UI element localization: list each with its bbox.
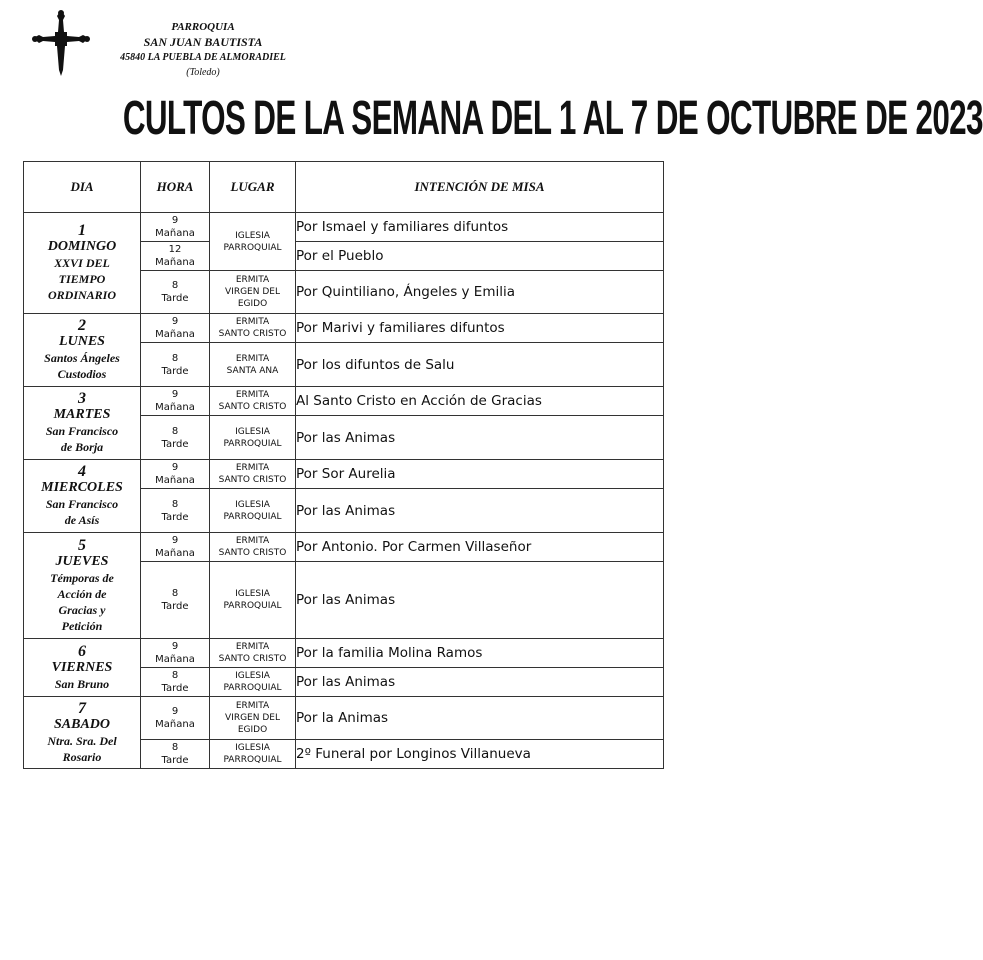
place-cell xyxy=(210,416,296,460)
mass-hour: 9 xyxy=(171,706,179,717)
mass-hour: 9 xyxy=(171,535,179,546)
place-line: EGIDO xyxy=(237,299,268,309)
santiago-cross-icon xyxy=(30,8,92,78)
place-line: ERMITA xyxy=(235,642,270,652)
mass-hour: 9 xyxy=(171,389,179,400)
place-cell xyxy=(210,213,296,271)
hour-cell xyxy=(141,489,210,533)
place-line: ERMITA xyxy=(235,701,270,711)
day-feast: Santos Ángeles xyxy=(44,351,120,365)
mass-hour: 9 xyxy=(171,641,179,652)
place-line: SANTO CRISTO xyxy=(218,402,287,412)
day-feast: Petición xyxy=(61,618,103,633)
place-line: VIRGEN DEL xyxy=(225,287,280,297)
column-header-hora: HORA xyxy=(141,162,210,213)
mass-hour: 8 xyxy=(171,280,179,291)
table-row xyxy=(24,639,664,668)
mass-hour: 9 xyxy=(171,462,179,473)
mass-period: Tarde xyxy=(161,293,189,304)
parish-province: (Toledo) xyxy=(186,67,220,78)
intention-cell: 2º Funeral por Longinos Villanueva xyxy=(296,740,664,769)
mass-hour: 9 xyxy=(171,316,179,327)
mass-period: Tarde xyxy=(161,438,189,450)
intention-cell: Por Ismael y familiares difuntos xyxy=(296,213,664,242)
column-header-lugar: LUGAR xyxy=(210,162,296,213)
table-header-row xyxy=(24,162,664,213)
day-feast: Ntra. Sra. Del xyxy=(47,733,117,748)
mass-schedule-table xyxy=(23,161,664,769)
place-cell xyxy=(210,697,296,740)
place-cell xyxy=(210,271,296,314)
intention-cell: Por los difuntos de Salu xyxy=(296,343,664,387)
day-cell xyxy=(24,697,141,769)
intention-cell: Por la Animas xyxy=(296,697,664,740)
parish-label: PARROQUIA xyxy=(171,21,235,33)
place-line: ERMITA xyxy=(235,353,270,364)
intention-cell: Por la familia Molina Ramos xyxy=(296,639,664,668)
place-line: PARROQUIAL xyxy=(223,438,282,449)
hour-cell xyxy=(141,740,210,769)
day-feast: de Borja xyxy=(60,440,104,454)
hour-cell xyxy=(141,533,210,562)
mass-hour: 8 xyxy=(171,588,179,599)
hour-cell xyxy=(141,416,210,460)
place-line: EGIDO xyxy=(237,725,268,735)
table-row xyxy=(24,697,664,740)
intention-cell: Por las Animas xyxy=(296,416,664,460)
parish-address: 45840 LA PUEBLA DE ALMORADIEL xyxy=(120,52,286,63)
column-header-dia: DIA xyxy=(24,162,141,213)
mass-hour: 8 xyxy=(171,670,179,681)
mass-period: Mañana xyxy=(155,548,195,559)
place-line: PARROQUIAL xyxy=(223,601,282,611)
mass-hour: 8 xyxy=(171,425,179,437)
mass-period: Mañana xyxy=(155,475,195,486)
place-line: ERMITA xyxy=(235,317,270,327)
hour-cell xyxy=(141,242,210,271)
place-line: SANTO CRISTO xyxy=(218,329,287,339)
day-name: SABADO xyxy=(53,716,111,732)
place-line: SANTA ANA xyxy=(226,365,279,376)
place-cell xyxy=(210,489,296,533)
day-number: 4 xyxy=(78,463,86,480)
day-number: 6 xyxy=(78,642,86,660)
place-line: VIRGEN DEL xyxy=(225,713,280,723)
hour-cell xyxy=(141,271,210,314)
place-line: IGLESIA xyxy=(235,671,270,681)
mass-period: Mañana xyxy=(155,402,195,413)
day-cell xyxy=(24,639,141,697)
intention-cell: Por las Animas xyxy=(296,489,664,533)
hour-cell xyxy=(141,343,210,387)
day-feast: Custodios xyxy=(57,367,107,381)
day-feast: San Francisco xyxy=(45,424,119,438)
mass-period: Tarde xyxy=(161,755,189,766)
day-feast: San Bruno xyxy=(54,676,110,691)
hour-cell xyxy=(141,314,210,343)
day-number: 2 xyxy=(78,317,86,334)
intention-cell: Por Marivi y familiares difuntos xyxy=(296,314,664,343)
parish-name: SAN JUAN BAUTISTA xyxy=(143,35,263,49)
page-title: CULTOS DE LA SEMANA DEL 1 AL 7 DE OCTUBRE DE 2023 xyxy=(122,92,983,145)
day-cell xyxy=(24,460,141,533)
hour-cell xyxy=(141,460,210,489)
day-name: MIERCOLES xyxy=(41,480,123,495)
day-name: MARTES xyxy=(53,407,111,422)
place-line: PARROQUIAL xyxy=(223,242,282,253)
mass-hour: 8 xyxy=(171,498,179,510)
hour-cell xyxy=(141,387,210,416)
mass-hour: 12 xyxy=(168,244,182,255)
mass-hour: 8 xyxy=(171,742,179,753)
hour-cell xyxy=(141,213,210,242)
table-row xyxy=(24,387,664,416)
hour-cell xyxy=(141,639,210,668)
table-row xyxy=(24,533,664,562)
day-name: DOMINGO xyxy=(47,239,117,254)
place-line: IGLESIA xyxy=(235,230,270,241)
day-name: LUNES xyxy=(59,334,105,349)
day-number: 1 xyxy=(78,222,86,239)
hour-cell xyxy=(141,562,210,639)
day-feast: ORDINARIO xyxy=(47,288,116,302)
intention-cell: Por Sor Aurelia xyxy=(296,460,664,489)
mass-period: Tarde xyxy=(161,365,189,377)
intention-cell: Por Antonio. Por Carmen Villaseñor xyxy=(296,533,664,562)
mass-hour: 9 xyxy=(171,215,179,226)
hour-cell xyxy=(141,697,210,740)
day-name: JUEVES xyxy=(55,553,109,569)
day-name: VIERNES xyxy=(51,659,113,675)
intention-cell: Por las Animas xyxy=(296,668,664,697)
place-cell xyxy=(210,314,296,343)
mass-hour: 8 xyxy=(171,352,179,364)
day-cell xyxy=(24,533,141,639)
place-cell xyxy=(210,533,296,562)
mass-period: Mañana xyxy=(155,654,195,665)
place-line: SANTO CRISTO xyxy=(218,548,287,558)
place-cell xyxy=(210,562,296,639)
place-line: PARROQUIAL xyxy=(223,511,282,522)
table-row xyxy=(24,213,664,242)
mass-period: Mañana xyxy=(155,719,195,730)
place-line: SANTO CRISTO xyxy=(218,475,287,485)
day-feast: Gracias y xyxy=(58,602,106,617)
day-number: 7 xyxy=(78,699,86,717)
day-feast: Acción de xyxy=(57,586,107,601)
intention-cell: Al Santo Cristo en Acción de Gracias xyxy=(296,387,664,416)
parish-header xyxy=(98,20,308,80)
place-cell xyxy=(210,740,296,769)
intention-cell: Por las Animas xyxy=(296,562,664,639)
place-cell xyxy=(210,668,296,697)
day-cell xyxy=(24,213,141,314)
place-line: ERMITA xyxy=(235,463,270,473)
mass-period: Mañana xyxy=(155,329,195,340)
place-line: IGLESIA xyxy=(235,589,270,599)
day-number: 5 xyxy=(78,536,86,554)
day-feast: Témporas de xyxy=(50,570,114,585)
mass-period: Tarde xyxy=(161,511,189,523)
day-number: 3 xyxy=(78,390,86,407)
table-row xyxy=(24,314,664,343)
day-feast: de Asís xyxy=(64,513,100,527)
table-row xyxy=(24,460,664,489)
day-feast: Rosario xyxy=(62,749,102,764)
intention-cell: Por el Pueblo xyxy=(296,242,664,271)
day-cell xyxy=(24,387,141,460)
place-cell xyxy=(210,387,296,416)
place-cell xyxy=(210,460,296,489)
mass-period: Mañana xyxy=(155,228,195,239)
hour-cell xyxy=(141,668,210,697)
day-feast: TIEMPO xyxy=(58,272,106,286)
place-cell xyxy=(210,639,296,668)
place-line: ERMITA xyxy=(235,275,270,285)
day-feast: San Francisco xyxy=(45,497,119,511)
day-feast: XXVI DEL xyxy=(54,256,110,270)
place-line: SANTO CRISTO xyxy=(218,654,287,664)
day-cell xyxy=(24,314,141,387)
place-line: IGLESIA xyxy=(235,743,270,753)
intention-cell: Por Quintiliano, Ángeles y Emilia xyxy=(296,271,664,314)
place-line: ERMITA xyxy=(235,536,270,546)
place-line: PARROQUIAL xyxy=(223,683,282,693)
mass-period: Mañana xyxy=(155,257,195,268)
place-line: IGLESIA xyxy=(235,499,270,510)
place-line: IGLESIA xyxy=(235,426,270,437)
column-header-intencion: INTENCIÓN DE MISA xyxy=(296,162,664,213)
place-line: PARROQUIAL xyxy=(223,755,282,765)
place-line: ERMITA xyxy=(235,390,270,400)
mass-period: Tarde xyxy=(161,683,189,694)
mass-period: Tarde xyxy=(161,601,189,612)
place-cell xyxy=(210,343,296,387)
